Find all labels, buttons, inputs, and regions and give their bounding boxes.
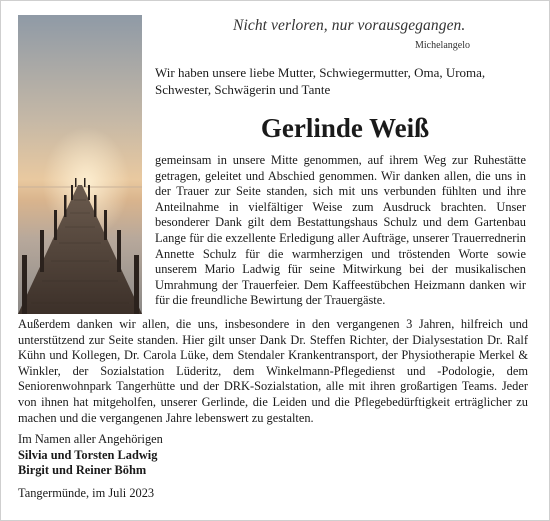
quote-author: Michelangelo [415, 40, 470, 51]
pier-sunset-photo [18, 15, 142, 314]
signature-block [18, 432, 163, 479]
thanks-paragraph-2: Außerdem danken wir allen, die uns, insbesondere in den vergangenen 3 Jahren, hilfreich und unterstützend zur Seite standen. Hier gilt unser Dank Dr. Steffen Richter, der Dialysestation Dr. Ralf Kühn und Kollegen, Dr. Carola Lüke, dem Stendaler Krankentransport, der Physiotherapie Merkel & Winkler, der Sozialstation Lüderitz, dem Winkelmann-Pflegedienst und -Podologie, dem Seniorenwohnpark Tangerhütte und der DRK-Sozialstation, alle mit ihren großartigen Teams. Jeder von ihnen hat mitgeholfen, unserer Gerlinde, die Leiden und die Pflegebedürftigkeit erträglicher zu machen und die vergangenen Jahre lebenswert zu gestalten. [18, 317, 528, 425]
signature-name-1: Silvia und Torsten Ladwig [18, 447, 158, 462]
deceased-name: Gerlinde Weiß [260, 113, 430, 143]
signature-name-2: Birgit und Reiner Böhm [18, 463, 147, 478]
place-date: Tangermünde, im Juli 2023 [18, 486, 155, 500]
intro-text: Wir haben unsere liebe Mutter, Schwiegermutter, Oma, Uroma, Schwester, Schwägerin und Tante [155, 65, 486, 97]
quote-text: Nicht verloren, nur vorausgegangen. [233, 17, 466, 34]
thanks-paragraph-1: gemeinsam in unsere Mitte genommen, auf ihrem Weg zur Ruhestätte getragen, geleitet und Abschied genommen. Wir danken allen, die uns in der Trauer zur Seite standen, sich mit uns verbunden fühlten und ihre Anteilnahme in vielfältiger Weise zum Ausdruck brachten. Unser besonderer Dank gilt dem Bestattungshaus Schulz und dem Gartenbau Lange für die exzellente Erledigung aller Aufträge, unserer Trauerrednerin Annette Schulz für die warmherzigen und tröstenden Worte sowie unserem Mario Ladwig für seine Mitwirkung bei der musikalischen Umrahmung der Trauerfeier. Dem Kaffeestübchen Heizmann danken wir für die freundliche Bewirtung der Trauergäste. [155, 153, 526, 308]
signature-intro: Im Namen aller Angehörigen [18, 432, 163, 446]
